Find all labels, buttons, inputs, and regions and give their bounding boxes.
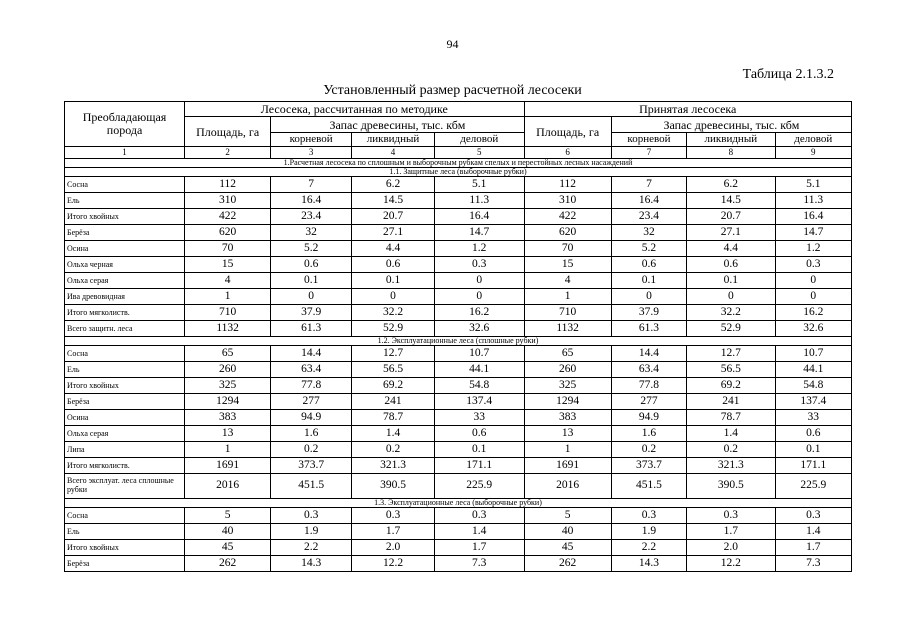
value-cell: 4.4	[687, 241, 775, 257]
value-cell: 137.4	[775, 394, 851, 410]
value-cell: 0	[611, 289, 686, 305]
value-cell: 15	[524, 257, 611, 273]
value-cell: 171.1	[434, 458, 524, 474]
value-cell: 1	[524, 442, 611, 458]
table-row	[65, 394, 852, 410]
value-cell: 12.7	[352, 346, 435, 362]
value-cell: 12.7	[687, 346, 775, 362]
col-number: 2	[185, 147, 271, 159]
value-cell: 45	[524, 540, 611, 556]
section-row	[65, 499, 852, 508]
value-cell: 56.5	[352, 362, 435, 378]
value-cell: 451.5	[611, 474, 686, 499]
value-cell: 1.7	[775, 540, 851, 556]
value-cell: 56.5	[687, 362, 775, 378]
value-cell: 0	[271, 289, 352, 305]
value-cell: 373.7	[611, 458, 686, 474]
value-cell: 1.9	[611, 524, 686, 540]
value-cell: 65	[185, 346, 271, 362]
table-row	[65, 458, 852, 474]
value-cell: 1.7	[352, 524, 435, 540]
value-cell: 12.2	[687, 556, 775, 572]
col-number: 3	[271, 147, 352, 159]
value-cell: 32	[271, 225, 352, 241]
value-cell: 0.1	[611, 273, 686, 289]
col-number: 9	[775, 147, 851, 159]
value-cell: 63.4	[611, 362, 686, 378]
value-cell: 0.6	[611, 257, 686, 273]
value-cell: 16.4	[271, 193, 352, 209]
value-cell: 27.1	[352, 225, 435, 241]
value-cell: 0.3	[687, 508, 775, 524]
table-title: Установленный размер расчетной лесосеки	[323, 83, 582, 98]
value-cell: 1.4	[775, 524, 851, 540]
header-liquid-calc: ликвидный	[352, 133, 435, 147]
species-name: Итого мягколиств.	[65, 458, 185, 474]
forest-cutting-table	[64, 101, 852, 572]
col-number: 5	[434, 147, 524, 159]
value-cell: 1294	[524, 394, 611, 410]
value-cell: 2016	[524, 474, 611, 499]
value-cell: 137.4	[434, 394, 524, 410]
value-cell: 260	[185, 362, 271, 378]
value-cell: 0	[352, 289, 435, 305]
value-cell: 52.9	[687, 321, 775, 337]
table-row	[65, 273, 852, 289]
value-cell: 10.7	[775, 346, 851, 362]
value-cell: 620	[524, 225, 611, 241]
value-cell: 61.3	[611, 321, 686, 337]
value-cell: 70	[524, 241, 611, 257]
species-name: Липа	[65, 442, 185, 458]
value-cell: 27.1	[687, 225, 775, 241]
value-cell: 383	[185, 410, 271, 426]
table-row	[65, 241, 852, 257]
value-cell: 310	[185, 193, 271, 209]
species-name: Всего защитн. леса	[65, 321, 185, 337]
value-cell: 40	[185, 524, 271, 540]
species-name: Берёза	[65, 556, 185, 572]
value-cell: 32.6	[775, 321, 851, 337]
table-row	[65, 177, 852, 193]
species-name: Ель	[65, 524, 185, 540]
value-cell: 5	[524, 508, 611, 524]
value-cell: 0.1	[271, 273, 352, 289]
value-cell: 325	[185, 378, 271, 394]
header-stock-accepted: Запас древесины, тыс. кбм	[611, 117, 851, 133]
value-cell: 20.7	[687, 209, 775, 225]
species-name: Сосна	[65, 346, 185, 362]
value-cell: 14.4	[271, 346, 352, 362]
value-cell: 14.5	[687, 193, 775, 209]
value-cell: 16.2	[434, 305, 524, 321]
value-cell: 14.3	[271, 556, 352, 572]
value-cell: 54.8	[434, 378, 524, 394]
value-cell: 16.2	[775, 305, 851, 321]
header-row-1	[65, 102, 852, 117]
value-cell: 33	[434, 410, 524, 426]
value-cell: 16.4	[611, 193, 686, 209]
value-cell: 321.3	[352, 458, 435, 474]
value-cell: 0.3	[352, 508, 435, 524]
species-name: Осина	[65, 241, 185, 257]
value-cell: 32.2	[687, 305, 775, 321]
value-cell: 78.7	[687, 410, 775, 426]
value-cell: 277	[271, 394, 352, 410]
species-name: Ольха серая	[65, 273, 185, 289]
table-row	[65, 540, 852, 556]
value-cell: 14.4	[611, 346, 686, 362]
value-cell: 0.2	[611, 442, 686, 458]
value-cell: 1132	[524, 321, 611, 337]
value-cell: 32	[611, 225, 686, 241]
value-cell: 710	[524, 305, 611, 321]
value-cell: 12.2	[352, 556, 435, 572]
value-cell: 7.3	[775, 556, 851, 572]
col-number: 8	[687, 147, 775, 159]
value-cell: 5.1	[775, 177, 851, 193]
value-cell: 451.5	[271, 474, 352, 499]
value-cell: 390.5	[352, 474, 435, 499]
value-cell: 0.3	[434, 508, 524, 524]
value-cell: 225.9	[775, 474, 851, 499]
header-root-calc: корневой	[271, 133, 352, 147]
species-name: Ольха черная	[65, 257, 185, 273]
value-cell: 5.2	[271, 241, 352, 257]
value-cell: 11.3	[434, 193, 524, 209]
value-cell: 32.2	[352, 305, 435, 321]
value-cell: 0	[434, 273, 524, 289]
section-title: 1.1. Защитные леса (выборочные рубки)	[65, 168, 852, 177]
value-cell: 2.2	[611, 540, 686, 556]
value-cell: 94.9	[611, 410, 686, 426]
value-cell: 4	[524, 273, 611, 289]
value-cell: 7	[271, 177, 352, 193]
value-cell: 1.2	[434, 241, 524, 257]
section-title: 1.3. Эксплуатационные леса (выборочные рубки)	[65, 499, 852, 508]
header-liquid-accepted: ликвидный	[687, 133, 775, 147]
value-cell: 0.2	[271, 442, 352, 458]
value-cell: 0.6	[775, 426, 851, 442]
value-cell: 69.2	[687, 378, 775, 394]
value-cell: 94.9	[271, 410, 352, 426]
value-cell: 0.2	[352, 442, 435, 458]
value-cell: 1.2	[775, 241, 851, 257]
value-cell: 0.1	[687, 273, 775, 289]
value-cell: 171.1	[775, 458, 851, 474]
table-row	[65, 193, 852, 209]
section-title: 1.Расчетная лесосека по сплошным и выборочным рубкам спелых и перестойных лесных насаждений	[65, 159, 852, 168]
value-cell: 11.3	[775, 193, 851, 209]
value-cell: 44.1	[775, 362, 851, 378]
value-cell: 6.2	[352, 177, 435, 193]
col-number: 4	[352, 147, 435, 159]
header-stock-calc: Запас древесины, тыс. кбм	[271, 117, 524, 133]
value-cell: 4.4	[352, 241, 435, 257]
value-cell: 277	[611, 394, 686, 410]
value-cell: 1.4	[687, 426, 775, 442]
value-cell: 69.2	[352, 378, 435, 394]
value-cell: 13	[185, 426, 271, 442]
section-row	[65, 168, 852, 177]
table-row	[65, 410, 852, 426]
value-cell: 0.3	[271, 508, 352, 524]
value-cell: 0.1	[352, 273, 435, 289]
value-cell: 2.0	[687, 540, 775, 556]
value-cell: 1.4	[434, 524, 524, 540]
table-row	[65, 305, 852, 321]
value-cell: 5	[185, 508, 271, 524]
table-row	[65, 209, 852, 225]
species-name: Ель	[65, 362, 185, 378]
value-cell: 0.6	[352, 257, 435, 273]
value-cell: 70	[185, 241, 271, 257]
value-cell: 20.7	[352, 209, 435, 225]
value-cell: 37.9	[611, 305, 686, 321]
header-group-accepted: Принятая лесосека	[524, 102, 852, 117]
value-cell: 1691	[524, 458, 611, 474]
value-cell: 23.4	[271, 209, 352, 225]
table-row	[65, 556, 852, 572]
value-cell: 77.8	[611, 378, 686, 394]
table-row	[65, 442, 852, 458]
header-root-accepted: корневой	[611, 133, 686, 147]
value-cell: 52.9	[352, 321, 435, 337]
species-name: Берёза	[65, 394, 185, 410]
section-row	[65, 337, 852, 346]
species-name: Ель	[65, 193, 185, 209]
value-cell: 1	[524, 289, 611, 305]
value-cell: 1.6	[611, 426, 686, 442]
value-cell: 5.2	[611, 241, 686, 257]
value-cell: 112	[524, 177, 611, 193]
value-cell: 310	[524, 193, 611, 209]
value-cell: 6.2	[687, 177, 775, 193]
value-cell: 710	[185, 305, 271, 321]
value-cell: 14.5	[352, 193, 435, 209]
value-cell: 262	[524, 556, 611, 572]
value-cell: 14.3	[611, 556, 686, 572]
species-name: Сосна	[65, 177, 185, 193]
value-cell: 13	[524, 426, 611, 442]
value-cell: 32.6	[434, 321, 524, 337]
header-group-calc: Лесосека, рассчитанная по методике	[185, 102, 524, 117]
table-row	[65, 257, 852, 273]
species-name: Осина	[65, 410, 185, 426]
value-cell: 1.7	[434, 540, 524, 556]
value-cell: 10.7	[434, 346, 524, 362]
value-cell: 0.6	[434, 426, 524, 442]
header-area-accepted: Площадь, га	[524, 117, 611, 147]
species-name: Итого хвойных	[65, 209, 185, 225]
value-cell: 16.4	[775, 209, 851, 225]
value-cell: 14.7	[775, 225, 851, 241]
species-name: Итого хвойных	[65, 378, 185, 394]
table-row	[65, 524, 852, 540]
header-business-accepted: деловой	[775, 133, 851, 147]
value-cell: 61.3	[271, 321, 352, 337]
value-cell: 7	[611, 177, 686, 193]
value-cell: 40	[524, 524, 611, 540]
species-name: Всего эксплуат. леса сплошные рубки	[65, 474, 185, 499]
species-name: Ольха серая	[65, 426, 185, 442]
table-row	[65, 378, 852, 394]
value-cell: 390.5	[687, 474, 775, 499]
col-number: 1	[65, 147, 185, 159]
value-cell: 78.7	[352, 410, 435, 426]
value-cell: 1.9	[271, 524, 352, 540]
value-cell: 1294	[185, 394, 271, 410]
value-cell: 2.2	[271, 540, 352, 556]
value-cell: 325	[524, 378, 611, 394]
table-row	[65, 225, 852, 241]
value-cell: 321.3	[687, 458, 775, 474]
value-cell: 0.3	[775, 508, 851, 524]
value-cell: 2.0	[352, 540, 435, 556]
value-cell: 262	[185, 556, 271, 572]
value-cell: 0	[687, 289, 775, 305]
header-area-calc: Площадь, га	[185, 117, 271, 147]
table-label: Таблица 2.1.3.2	[742, 67, 834, 82]
value-cell: 260	[524, 362, 611, 378]
value-cell: 1	[185, 442, 271, 458]
table-row	[65, 289, 852, 305]
value-cell: 0.3	[611, 508, 686, 524]
table-row	[65, 508, 852, 524]
value-cell: 16.4	[434, 209, 524, 225]
species-name: Ива древовидная	[65, 289, 185, 305]
value-cell: 1.4	[352, 426, 435, 442]
value-cell: 2016	[185, 474, 271, 499]
col-number: 6	[524, 147, 611, 159]
value-cell: 44.1	[434, 362, 524, 378]
value-cell: 63.4	[271, 362, 352, 378]
value-cell: 1	[185, 289, 271, 305]
value-cell: 1.6	[271, 426, 352, 442]
header-business-calc: деловой	[434, 133, 524, 147]
value-cell: 225.9	[434, 474, 524, 499]
table-row	[65, 474, 852, 499]
value-cell: 112	[185, 177, 271, 193]
table-body	[65, 102, 852, 572]
table-row	[65, 321, 852, 337]
value-cell: 5.1	[434, 177, 524, 193]
value-cell: 620	[185, 225, 271, 241]
value-cell: 0.6	[687, 257, 775, 273]
value-cell: 33	[775, 410, 851, 426]
value-cell: 1132	[185, 321, 271, 337]
species-name: Берёза	[65, 225, 185, 241]
value-cell: 1691	[185, 458, 271, 474]
value-cell: 0.3	[775, 257, 851, 273]
value-cell: 0.2	[687, 442, 775, 458]
value-cell: 0.1	[775, 442, 851, 458]
value-cell: 54.8	[775, 378, 851, 394]
value-cell: 383	[524, 410, 611, 426]
value-cell: 241	[352, 394, 435, 410]
value-cell: 15	[185, 257, 271, 273]
value-cell: 23.4	[611, 209, 686, 225]
value-cell: 0	[775, 273, 851, 289]
value-cell: 422	[185, 209, 271, 225]
value-cell: 0.6	[271, 257, 352, 273]
value-cell: 4	[185, 273, 271, 289]
value-cell: 0.1	[434, 442, 524, 458]
value-cell: 241	[687, 394, 775, 410]
page-number: 94	[446, 37, 459, 51]
section-title: 1.2. Эксплуатационные леса (сплошные рубки)	[65, 337, 852, 346]
column-numbers-row	[65, 147, 852, 159]
table-row	[65, 362, 852, 378]
species-name: Сосна	[65, 508, 185, 524]
value-cell: 0.3	[434, 257, 524, 273]
value-cell: 0	[775, 289, 851, 305]
value-cell: 65	[524, 346, 611, 362]
value-cell: 7.3	[434, 556, 524, 572]
section-row	[65, 159, 852, 168]
col-number: 7	[611, 147, 686, 159]
value-cell: 0	[434, 289, 524, 305]
header-species: Преобладающая порода	[65, 102, 185, 147]
species-name: Итого мягколиств.	[65, 305, 185, 321]
value-cell: 77.8	[271, 378, 352, 394]
value-cell: 45	[185, 540, 271, 556]
value-cell: 14.7	[434, 225, 524, 241]
table-row	[65, 426, 852, 442]
table-row	[65, 346, 852, 362]
value-cell: 373.7	[271, 458, 352, 474]
value-cell: 1.7	[687, 524, 775, 540]
value-cell: 37.9	[271, 305, 352, 321]
value-cell: 422	[524, 209, 611, 225]
species-name: Итого хвойных	[65, 540, 185, 556]
